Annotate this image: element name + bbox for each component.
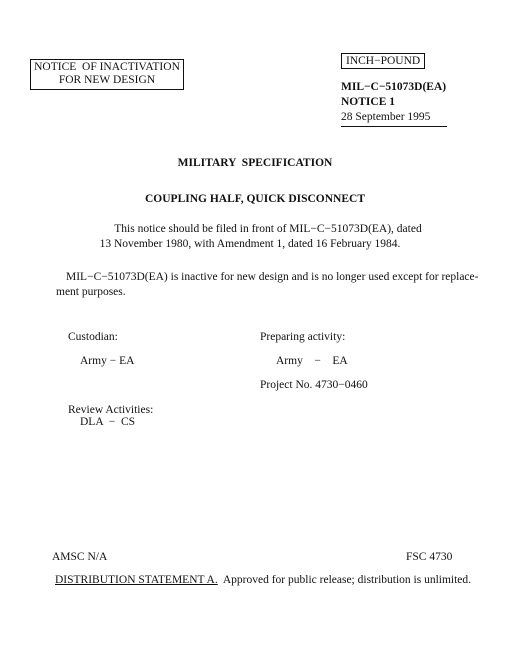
project-number: Project No. 4730−0460 <box>260 379 368 391</box>
amsc-code: AMSC N/A <box>52 551 108 563</box>
custodian-value: Army − EA <box>80 355 135 367</box>
status-paragraph-line-2: ment purposes. <box>56 285 126 298</box>
status-paragraph <box>56 270 479 300</box>
spec-subject-heading: COUPLING HALF, QUICK DISCONNECT <box>144 193 366 205</box>
preparing-activity-value: Army − EA <box>276 355 348 367</box>
document-number: MIL−C−51073D(EA) <box>341 81 447 93</box>
filing-note-line-1: This notice should be filed in front of MIL−C−51073D(EA), dated <box>114 223 422 235</box>
notice-number: NOTICE 1 <box>341 95 395 108</box>
distribution-statement <box>55 573 471 588</box>
filing-note-line-2: 13 November 1980, with Amendment 1, dated 16 February 1984. <box>99 237 401 250</box>
inactivation-notice-box <box>30 59 184 90</box>
fsc-code: FSC 4730 <box>406 551 453 563</box>
distribution-statement-text: Approved for public release; distribution is unlimited. <box>217 574 472 586</box>
inactivation-notice-line-1: NOTICE OF INACTIVATION <box>34 61 180 73</box>
filing-note <box>0 222 510 252</box>
spec-type-heading: MILITARY SPECIFICATION <box>177 157 333 169</box>
distribution-statement-label: DISTRIBUTION STATEMENT A. <box>55 574 218 586</box>
preparing-activity-label: Preparing activity: <box>260 331 346 343</box>
inactivation-notice-line-2: FOR NEW DESIGN <box>58 74 156 87</box>
review-activities-label: Review Activities: <box>68 404 154 416</box>
document-identification <box>341 80 447 127</box>
status-paragraph-line-1: MIL−C−51073D(EA) is inactive for new design and is no longer used except for replace- <box>66 271 479 283</box>
review-activities-value: DLA − CS <box>80 416 136 428</box>
custodian-label: Custodian: <box>68 331 118 343</box>
notice-date: 28 September 1995 <box>341 110 447 127</box>
unit-system-box: INCH−POUND <box>341 53 425 69</box>
